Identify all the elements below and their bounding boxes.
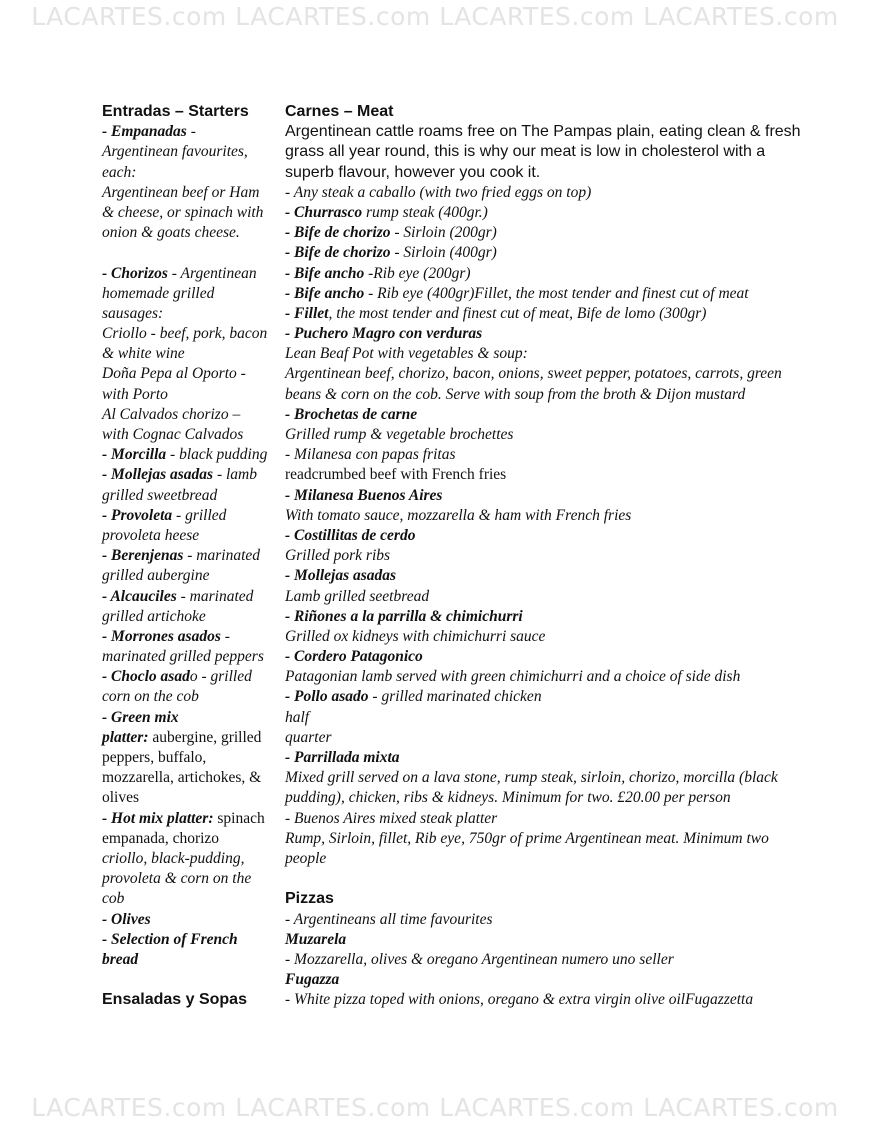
- menu-line: [285, 546, 850, 566]
- menu-line: [102, 647, 285, 667]
- dish-name: - Milanesa Buenos Aires: [285, 486, 443, 504]
- salads-heading: Ensaladas y Sopas: [102, 991, 247, 1009]
- dish-description: peppers, buffalo,: [102, 749, 207, 766]
- menu-line: [102, 183, 285, 203]
- dish-name: - Alcauciles: [102, 587, 177, 605]
- dish-name: - Costillitas de cerdo: [285, 526, 416, 544]
- dish-description: Grilled pork ribs: [285, 547, 391, 565]
- menu-line: [102, 849, 285, 869]
- menu-line: [285, 587, 850, 607]
- dish-description: Rump, Sirloin, fillet, Rib eye, 750gr of prime Argentinean meat. Minimum two: [285, 829, 769, 847]
- starters-heading: Entradas – Starters: [102, 103, 249, 120]
- dish-name: - Morrones asados: [102, 627, 221, 645]
- dish-description: onion & goats cheese.: [102, 224, 240, 242]
- menu-line: [285, 768, 850, 788]
- meat-list: [285, 183, 850, 869]
- menu-line: [102, 243, 285, 263]
- menu-line: [102, 687, 285, 707]
- menu-line: [285, 728, 850, 748]
- menu-line: [102, 506, 285, 526]
- menu-line: [102, 869, 285, 889]
- dish-description: - Sirloin (200gr): [390, 224, 497, 242]
- menu-line: [285, 627, 850, 647]
- meat-heading: Carnes – Meat: [285, 103, 394, 120]
- menu-line: [102, 405, 285, 425]
- dish-description: Patagonian lamb served with green chimichurri and a choice of side dish: [285, 668, 741, 686]
- dish-name: - Bife ancho: [285, 284, 365, 302]
- menu-line: [285, 566, 850, 586]
- dish-name: - Riñones a la parrilla & chimichurri: [285, 607, 523, 625]
- dish-description: Argentinean beef, chorizo, bacon, onions, sweet pepper, potatoes, carrots, green: [285, 365, 782, 383]
- dish-description: sausages:: [102, 304, 164, 322]
- menu-line: [285, 526, 850, 546]
- dish-name: - Olives: [102, 910, 151, 928]
- dish-description: corn on the cob: [102, 688, 199, 706]
- menu-line: [102, 930, 285, 950]
- dish-description: Al Calvados chorizo –: [102, 405, 241, 423]
- dish-description: - grilled: [172, 506, 227, 524]
- menu-line: [102, 344, 285, 364]
- dish-description: provoleta heese: [102, 526, 200, 544]
- meat-column: [285, 102, 850, 1010]
- dish-description: Lean Beaf Pot with vegetables & soup:: [285, 345, 528, 363]
- menu-line: [285, 667, 850, 687]
- dish-name: - Cordero Patagonico: [285, 648, 423, 666]
- dish-description: - Rib eye (400gr)Fillet, the most tender and finest cut of meat: [364, 284, 749, 302]
- dish-name: - Brochetas de carne: [285, 405, 418, 423]
- menu-line: [102, 163, 285, 183]
- dish-description: Lamb grilled seetbread: [285, 587, 430, 605]
- dish-description: Grilled rump & vegetable brochettes: [285, 426, 514, 443]
- dish-description: aubergine, grilled: [148, 728, 262, 746]
- menu-line: [102, 203, 285, 223]
- dish-name: - Puchero Magro con verduras: [285, 325, 483, 343]
- menu-line: [285, 486, 850, 506]
- menu-line: [102, 566, 285, 586]
- menu-line: [102, 708, 285, 728]
- menu-line: [285, 425, 850, 445]
- dish-name: - Hot mix platter:: [102, 809, 214, 827]
- dish-name: - Pollo asado: [285, 688, 369, 706]
- dish-description: - Argentinean: [167, 264, 257, 282]
- starters-list: [102, 122, 285, 970]
- menu-line: [285, 344, 850, 364]
- watermark-bottom: LACARTES.com LACARTES.com LACARTES.com LACARTES.com: [31, 1093, 839, 1122]
- dish-name: - Bife de chorizo: [285, 244, 391, 262]
- menu-line: [285, 950, 850, 970]
- menu-line: [102, 889, 285, 909]
- dish-description: & cheese, or spinach with: [102, 203, 264, 221]
- menu-line: [285, 243, 850, 263]
- dish-description: -: [186, 123, 196, 141]
- menu-line: [285, 364, 850, 384]
- meat-intro-line: Argentinean cattle roams free on The Pampas plain, eating clean & fresh: [285, 123, 801, 141]
- menu-line: [102, 264, 285, 284]
- menu-line: [285, 324, 850, 344]
- dish-description: quarter: [285, 728, 332, 746]
- dish-description: with Porto: [102, 385, 168, 403]
- menu-line: [102, 526, 285, 546]
- menu-line: [102, 667, 285, 687]
- menu-line: [102, 829, 285, 849]
- menu-line: [285, 809, 850, 829]
- dish-name: - Chorizos: [102, 264, 168, 282]
- menu-line: [285, 687, 850, 707]
- menu-line: [102, 950, 285, 970]
- menu-line: [285, 405, 850, 425]
- dish-description: - White pizza toped with onions, oregano & extra virgin olive oilFugazzetta: [285, 991, 754, 1009]
- dish-name: - Churrasco: [285, 203, 363, 221]
- menu-line: [102, 748, 285, 768]
- dish-description: , the most tender and finest cut of meat, Bife de lomo (300gr): [328, 304, 707, 322]
- menu-line: [285, 930, 850, 950]
- dish-description: With tomato sauce, mozzarella & ham with French fries: [285, 506, 632, 524]
- dish-name: - Selection of French: [102, 930, 238, 948]
- dish-name: - Bife ancho: [285, 264, 365, 282]
- menu-line: [102, 324, 285, 344]
- menu-line: [285, 970, 850, 990]
- menu-line: [102, 304, 285, 324]
- pizzas-heading: Pizzas: [285, 890, 334, 908]
- menu-line: [102, 486, 285, 506]
- dish-description: mozzarella, artichokes, &: [102, 769, 262, 787]
- dish-description: - lamb: [213, 466, 258, 484]
- dish-description: criollo, black-pudding,: [102, 849, 245, 867]
- menu-line: [285, 264, 850, 284]
- dish-description: beans & corn on the cob. Serve with soup from the broth & Dijon mustard: [285, 385, 746, 403]
- dish-description: marinated grilled peppers: [102, 648, 264, 666]
- menu-line: [285, 849, 850, 869]
- dish-name: - Morcilla: [102, 446, 167, 464]
- dish-description: half: [285, 708, 310, 726]
- menu-line: [102, 364, 285, 384]
- menu-line: [102, 385, 285, 405]
- dish-description: o - grilled: [189, 668, 252, 686]
- dish-description: readcrumbed beef with French fries: [285, 466, 507, 484]
- dish-description: grilled sweetbread: [102, 486, 218, 504]
- menu-line: [285, 465, 850, 485]
- dish-description: - grilled marinated chicken: [368, 688, 542, 706]
- menu-line: [285, 203, 850, 223]
- dish-description: grilled artichoke: [102, 607, 206, 625]
- dish-name: - Fillet: [285, 304, 329, 322]
- dish-description: pudding), chicken, ribs & kidneys. Minimum for two. £20.00 per person: [285, 789, 731, 807]
- menu-line: [285, 990, 850, 1010]
- menu-line: [285, 445, 850, 465]
- menu-line: [102, 284, 285, 304]
- dish-name: - Parrillada mixta: [285, 749, 400, 766]
- menu-line: [285, 284, 850, 304]
- dish-name: Muzarela: [285, 930, 347, 948]
- menu-line: [285, 607, 850, 627]
- menu-line: [102, 809, 285, 829]
- menu-line: [285, 910, 850, 930]
- dish-description: Mixed grill served on a lava stone, rump steak, sirloin, chorizo, morcilla (black: [285, 769, 778, 787]
- dish-description: homemade grilled: [102, 284, 215, 302]
- menu-line: [285, 748, 850, 768]
- dish-description: - Milanesa con papas fritas: [285, 446, 456, 464]
- menu-line: [102, 445, 285, 465]
- menu-line: [102, 425, 285, 445]
- dish-name: bread: [102, 950, 139, 968]
- dish-description: -: [220, 627, 230, 645]
- starters-column: [102, 102, 285, 1010]
- menu-line: [102, 223, 285, 243]
- menu-line: [102, 627, 285, 647]
- dish-name: platter:: [102, 728, 149, 746]
- dish-description: spinach: [213, 809, 265, 827]
- menu-line: [102, 910, 285, 930]
- menu-line: [102, 728, 285, 748]
- watermark-top: LACARTES.com LACARTES.com LACARTES.com LACARTES.com: [31, 2, 839, 31]
- menu-line: [285, 829, 850, 849]
- dish-name: - Berenjenas: [102, 547, 184, 565]
- dish-description: provoleta & corn on the: [102, 870, 252, 888]
- menu-line: [285, 223, 850, 243]
- dish-name: - Choclo asad: [102, 668, 190, 686]
- dish-description: rump steak (400gr.): [362, 203, 488, 221]
- menu-line: [102, 122, 285, 142]
- dish-description: - Mozzarella, olives & oregano Argentinean numero uno seller: [285, 950, 674, 968]
- dish-description: - Any steak a caballo (with two fried eggs on top): [285, 183, 592, 201]
- dish-name: - Provoleta: [102, 506, 173, 524]
- dish-description: - marinated: [176, 587, 254, 605]
- dish-description: - Sirloin (400gr): [390, 244, 497, 262]
- dish-description: olives: [102, 789, 140, 807]
- dish-description: -Rib eye (200gr): [364, 264, 471, 282]
- dish-description: & white wine: [102, 345, 185, 363]
- dish-description: with Cognac Calvados: [102, 426, 244, 443]
- dish-name: Fugazza: [285, 971, 340, 989]
- dish-description: Criollo - beef, pork, bacon: [102, 325, 268, 343]
- dish-description: - black pudding: [166, 446, 268, 464]
- dish-description: - Buenos Aires mixed steak platter: [285, 809, 498, 827]
- menu-line: [285, 385, 850, 405]
- dish-description: Argentinean beef or Ham: [102, 183, 260, 201]
- menu-line: [285, 183, 850, 203]
- dish-name: - Green mix: [102, 708, 179, 726]
- menu-line: [102, 587, 285, 607]
- meat-intro-line: grass all year round, this is why our meat is low in cholesterol with a: [285, 143, 766, 161]
- dish-description: cob: [102, 890, 125, 908]
- dish-description: Grilled ox kidneys with chimichurri sauce: [285, 627, 546, 645]
- menu-line: [285, 708, 850, 728]
- dish-description: grilled aubergine: [102, 567, 210, 585]
- dish-name: - Mollejas asadas: [102, 466, 214, 484]
- menu-line: [102, 607, 285, 627]
- menu-line: [285, 788, 850, 808]
- dish-description: Doña Pepa al Oporto -: [102, 365, 246, 383]
- menu-line: [102, 142, 285, 162]
- menu-line: [102, 465, 285, 485]
- dish-description: empanada, chorizo: [102, 829, 220, 847]
- menu-line: [102, 788, 285, 808]
- dish-name: - Empanadas: [102, 123, 187, 141]
- dish-description: - marinated: [183, 547, 261, 565]
- dish-name: - Mollejas asadas: [285, 567, 397, 585]
- meat-intro-line: superb flavour, however you cook it.: [285, 163, 541, 181]
- menu-line: [285, 506, 850, 526]
- dish-description: - Argentineans all time favourites: [285, 910, 493, 928]
- dish-description: Argentinean favourites,: [102, 143, 248, 161]
- pizzas-list: [285, 910, 850, 1011]
- dish-name: - Bife de chorizo: [285, 224, 391, 242]
- menu-line: [102, 768, 285, 788]
- dish-description: people: [285, 849, 327, 867]
- menu-line: [285, 304, 850, 324]
- menu-line: [285, 647, 850, 667]
- dish-description: each:: [102, 163, 137, 181]
- menu-line: [102, 546, 285, 566]
